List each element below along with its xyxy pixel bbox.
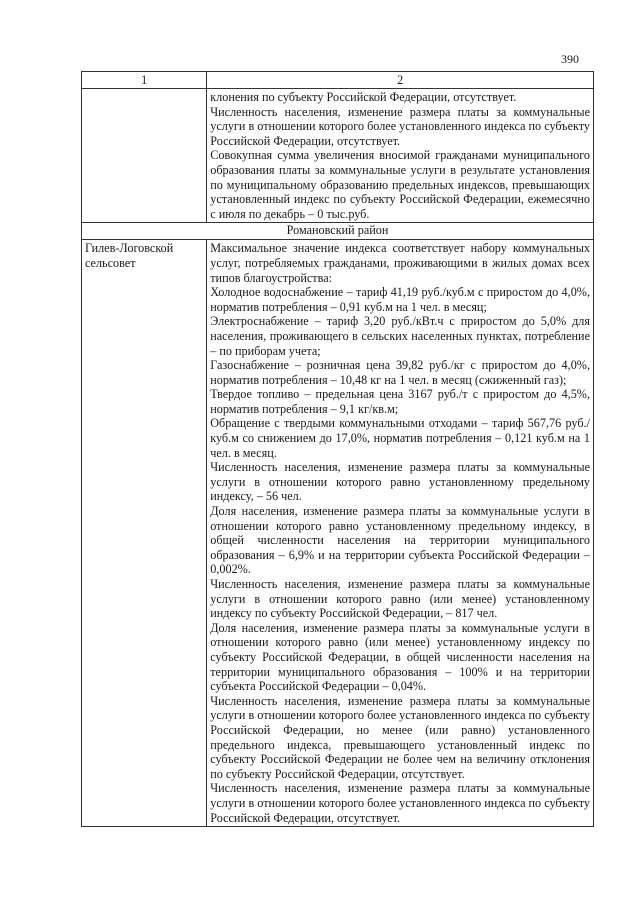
- paragraph: Численность населения, изменение размера платы за коммунальные услуги в отношении которого равно установленному предельному индексу, – 56 чел.: [210, 460, 590, 504]
- paragraph: Обращение с твердыми коммунальными отходами – тариф 567,76 руб./куб.м со снижением до 17,0%, норматив потребления – 0,121 куб.м на 1 чел. в месяц.: [210, 416, 590, 460]
- column-header-1: 1: [82, 72, 207, 89]
- index-table: [81, 71, 594, 827]
- continuation-cell: [207, 89, 594, 223]
- paragraph: Совокупная сумма увеличения вносимой гражданами муниципального образования платы за коммунальные услуги в результате установления по муниципальному образованию предельных индексов, превышающих установленный индекс по субъекту Российской Федерации, ежемесячно с июля по декабрь – 0 тыс.руб.: [210, 148, 590, 221]
- paragraph: Численность населения, изменение размера платы за коммунальные услуги в отношении которого равно (или менее) установленному индексу по субъекту Российской Федерации, – 817 чел.: [210, 577, 590, 621]
- continuation-row: [82, 89, 594, 223]
- paragraph: Доля населения, изменение размера платы за коммунальные услуги в отношении которого равно (или менее) установленному индексу по субъекту Российской Федерации, в общей численности населения на территории муниципального образования – 100% и на территории субъекта Российской Федерации – 0,04%.: [210, 620, 590, 694]
- empty-cell: [82, 89, 207, 223]
- column-header-2: 2: [207, 72, 594, 89]
- paragraph: Электроснабжение – тариф 3,20 руб./кВт.ч с приростом до 5,0% для населения, проживающего в сельских населенных пунктах, потребление – по приборам учета;: [210, 314, 590, 358]
- page-number: 390: [561, 52, 579, 66]
- paragraph: Численность населения, изменение размера платы за коммунальные услуги в отношении которого более установленного индекса по субъекту Российской Федерации, отсутствует.: [210, 104, 590, 148]
- paragraph: Газоснабжение – розничная цена 39,82 руб./кг с приростом до 4,0%, норматив потребления – 10,48 кг на 1 чел. в месяц (сжиженный газ);: [210, 358, 590, 387]
- paragraph: клонения по субъекту Российской Федерации, отсутствует.: [210, 90, 517, 104]
- paragraph: Численность населения, изменение размера платы за коммунальные услуги в отношении которого более установленного индекса по субъекту Российской Федерации, но менее (или равно) установленного предельного индекса, превышающего установленный индекс по субъекту Российской Федерации не более чем на величину отклонения по субъекту Российской Федерации, отсутствует.: [210, 693, 590, 781]
- paragraph: Твердое топливо – предельная цена 3167 руб./т с приростом до 4,5%, норматив потребления – 9,1 кг/кв.м;: [210, 387, 590, 416]
- district-row: [82, 223, 594, 240]
- municipality-row: [82, 240, 594, 827]
- district-name: Романовский район: [82, 223, 594, 240]
- municipality-name: Гилев-Логовской сельсовет: [82, 240, 207, 827]
- paragraph: Максимальное значение индекса соответствует набору коммунальных услуг, потребляемых гражданами, проживающими в жилых домах всех типов благоустройства:: [210, 241, 590, 285]
- table-header-row: [82, 72, 594, 89]
- paragraph: Доля населения, изменение размера платы за коммунальные услуги в отношении которого равно установленному предельному индексу, в общей численности населения на территории муниципального образования – 6,9% и на территории субъекта Российской Федерации – 0,002%.: [210, 504, 590, 577]
- paragraph: Холодное водоснабжение – тариф 41,19 руб./куб.м с приростом до 4,0%, норматив потребления – 0,91 куб.м на 1 чел. в месяц;: [210, 285, 590, 314]
- paragraph: Численность населения, изменение размера платы за коммунальные услуги в отношении которого более установленного индекса по субъекту Российской Федерации, отсутствует.: [210, 781, 590, 825]
- municipality-details: [207, 240, 594, 827]
